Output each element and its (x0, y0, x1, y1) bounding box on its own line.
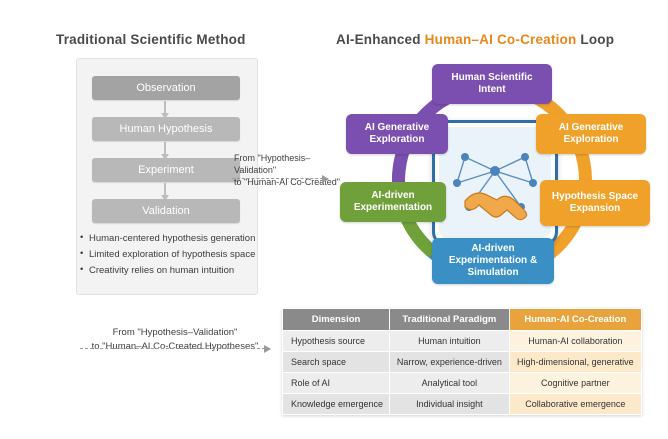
table-row (283, 352, 642, 373)
table-cell-traditional: Narrow, experience-driven (390, 352, 510, 373)
bullet-item: • Limited exploration of hypothesis space (80, 248, 270, 262)
right-title-suffix: Loop (576, 32, 615, 47)
traditional-method-bullets (80, 232, 270, 279)
middle-transition-arrow (232, 178, 328, 180)
co-creation-loop (336, 52, 656, 292)
right-title-prefix: AI-Enhanced (336, 32, 425, 47)
right-section-title (336, 32, 656, 47)
middle-transition-label (234, 152, 346, 188)
bottom-transition-line2: to "Human–AI Co-Created Hypotheses" (91, 341, 259, 353)
bullet-item: • Creativity relies on human intuition (80, 264, 270, 278)
table-cell-cocreation: Collaborative emergence (509, 394, 641, 415)
middle-transition-line1: From "Hypothesis–Validation" (234, 153, 311, 176)
loop-node-ai-driven-experimentation-simulation: AI-driven Experimentation & Simulation (432, 238, 554, 284)
table-cell-dimension: Knowledge emergence (283, 394, 390, 415)
table-cell-traditional: Human intuition (390, 331, 510, 352)
table-row (283, 331, 642, 352)
table-header-row (283, 309, 642, 331)
table-cell-cocreation: High-dimensional, generative (509, 352, 641, 373)
right-title-accent: Human–AI Co-Creation (424, 32, 577, 47)
bullet-item: • Human-centered hypothesis generation (80, 232, 270, 246)
table-row (283, 373, 642, 394)
table-header-cocreation: Human-AI Co-Creation (509, 309, 641, 331)
middle-transition-line2: to "Human-AI Co-Created" (234, 177, 340, 188)
table-header-dimension: Dimension (283, 309, 390, 331)
flow-step-observation: Observation (92, 76, 240, 100)
table-cell-traditional: Individual insight (390, 394, 510, 415)
table-row (283, 394, 642, 415)
flow-arrow-1 (164, 101, 166, 113)
bottom-transition-arrow (80, 348, 270, 350)
bottom-transition-line1: From "Hypothesis–Validation" (112, 327, 238, 338)
table-header-traditional: Traditional Paradigm (390, 309, 510, 331)
bottom-transition-label (74, 326, 276, 355)
flow-step-experiment: Experiment (92, 158, 240, 182)
table-cell-cocreation: Human-AI collaboration (509, 331, 641, 352)
loop-node-ai-generative-exploration-right: AI Generative Exploration (536, 114, 646, 154)
loop-node-ai-driven-experimentation: AI-driven Experimentation (340, 182, 446, 222)
flow-arrow-2 (164, 142, 166, 154)
table-cell-dimension: Hypothesis source (283, 331, 390, 352)
loop-node-ai-generative-exploration-left: AI Generative Exploration (346, 114, 448, 154)
loop-node-hypothesis-space-expansion: Hypothesis Space Expansion (540, 180, 650, 226)
flow-step-validation: Validation (92, 199, 240, 223)
comparison-table (282, 308, 642, 415)
flow-arrow-3 (164, 183, 166, 195)
flow-step-human-hypothesis: Human Hypothesis (92, 117, 240, 141)
table-cell-dimension: Role of AI (283, 373, 390, 394)
left-section-title: Traditional Scientific Method (56, 32, 246, 47)
loop-node-human-scientific-intent: Human Scientific Intent (432, 64, 552, 104)
table-cell-dimension: Search space (283, 352, 390, 373)
table-cell-traditional: Analytical tool (390, 373, 510, 394)
table-cell-cocreation: Cognitive partner (509, 373, 641, 394)
